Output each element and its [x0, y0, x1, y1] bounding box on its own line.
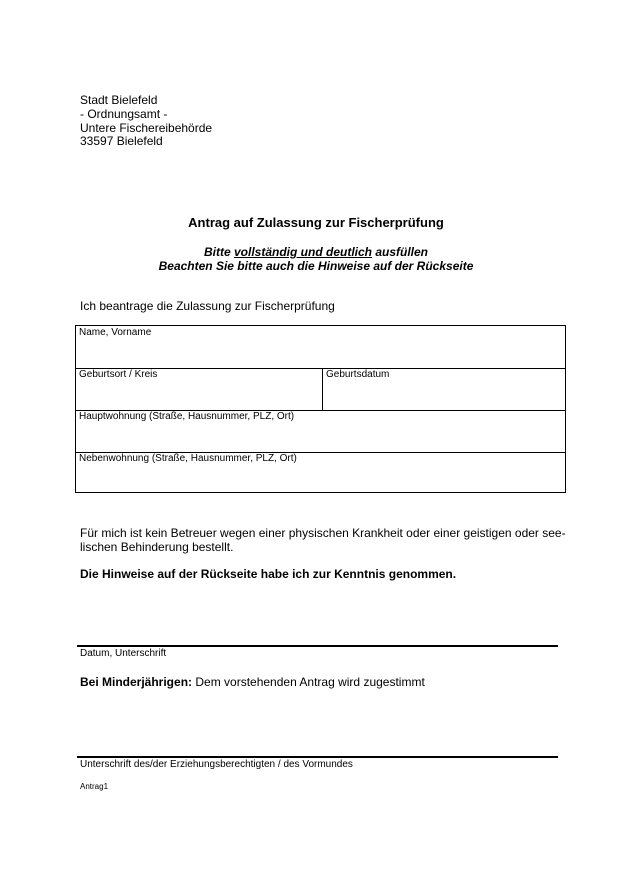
main-residence-field-label: Hauptwohnung (Straße, Hausnummer, PLZ, Ort) [79, 411, 295, 422]
minor-consent [80, 675, 425, 689]
address-line: 33597 Bielefeld [80, 134, 163, 149]
applicant-form-table [75, 325, 566, 493]
minor-consent-label: Bei Minderjährigen: [80, 675, 193, 689]
name-field[interactable] [76, 326, 565, 368]
guardian-signature-line[interactable] [77, 756, 558, 758]
secondary-residence-field-label: Nebenwohnung (Straße, Hausnummer, PLZ, Ort) [79, 453, 297, 464]
instruction-line-1 [0, 245, 632, 259]
application-intro: Ich beantrage die Zulassung zur Fischerprüfung [80, 299, 335, 313]
guardian-declaration [80, 526, 570, 554]
form-row-secondary-residence [76, 452, 565, 493]
form-row-main-residence [76, 410, 565, 453]
instruction-post: ausfüllen [371, 245, 428, 259]
address-line: Stadt Bielefeld [80, 93, 158, 107]
guardian-signature-label: Unterschrift des/der Erziehungsberechtigten / des Vormundes [80, 759, 353, 770]
birthplace-field-label: Geburtsort / Kreis [79, 369, 158, 380]
secondary-residence-field[interactable] [76, 452, 565, 493]
recipient-address [80, 94, 212, 149]
instruction-pre: Bitte [203, 245, 234, 259]
signature-label: Datum, Unterschrift [80, 648, 167, 659]
birthdate-field[interactable] [323, 368, 565, 410]
declaration-line: lischen Behinderung bestellt. [80, 540, 234, 554]
address-line: - Ordnungsamt - [80, 106, 168, 121]
instruction-line-2: Beachten Sie bitte auch die Hinweise auf der Rückseite [158, 259, 474, 273]
address-line: Untere Fischereibehörde [80, 120, 213, 135]
form-title: Antrag auf Zulassung zur Fischerprüfung [188, 215, 444, 230]
name-field-label: Name, Vorname [79, 327, 152, 338]
form-row-birth [76, 368, 565, 411]
notice-acknowledgement: Die Hinweise auf der Rückseite habe ich zur Kenntnis genommen. [80, 567, 457, 581]
main-residence-field[interactable] [76, 410, 565, 452]
form-row-name [76, 326, 565, 369]
minor-consent-text: Dem vorstehenden Antrag wird zugestimmt [192, 675, 425, 689]
birthdate-field-label: Geburtsdatum [326, 369, 390, 380]
instruction-emphasis: vollständig und deutlich [233, 245, 372, 259]
form-id-footer: Antrag1 [80, 782, 109, 791]
declaration-line: Für mich ist kein Betreuer wegen einer physischen Krankheit oder einer geistigen oder see- [80, 526, 566, 540]
signature-line[interactable] [77, 645, 558, 647]
birthplace-field[interactable] [76, 368, 323, 410]
